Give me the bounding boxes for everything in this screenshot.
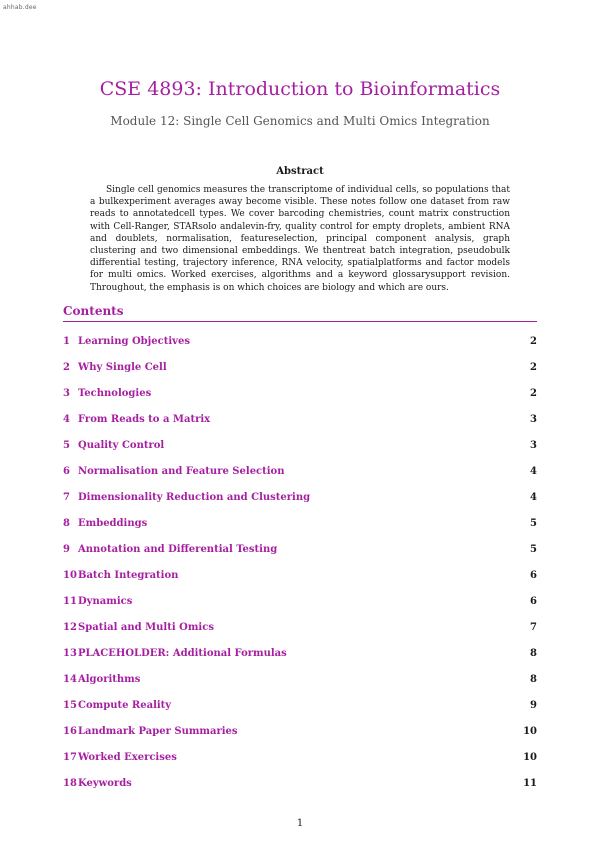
watermark: ahhab.dee bbox=[3, 4, 37, 11]
toc-entry[interactable] bbox=[63, 362, 537, 388]
toc-entry-number: 17 bbox=[63, 752, 77, 763]
toc-entry-page: 10 bbox=[523, 726, 537, 737]
toc-entry-title: Algorithms bbox=[78, 674, 141, 685]
toc-entry[interactable] bbox=[63, 726, 537, 752]
toc-entry-title: Batch Integration bbox=[78, 570, 179, 581]
toc-entry-number: 6 bbox=[63, 466, 70, 477]
toc-entry-title: Learning Objectives bbox=[78, 336, 190, 347]
toc-entry[interactable] bbox=[63, 648, 537, 674]
toc-entry-title: Compute Reality bbox=[78, 700, 172, 711]
toc-entry-number: 13 bbox=[63, 648, 77, 659]
toc-entry-page: 8 bbox=[530, 674, 537, 685]
document-title: CSE 4893: Introduction to Bioinformatics bbox=[99, 78, 501, 100]
contents-divider bbox=[63, 321, 537, 322]
toc-entry-number: 2 bbox=[63, 362, 70, 373]
toc-entry-title: Annotation and Differential Testing bbox=[78, 544, 278, 555]
toc-entry-title: Spatial and Multi Omics bbox=[78, 622, 214, 633]
toc-entry[interactable] bbox=[63, 752, 537, 778]
toc-entry-number: 4 bbox=[63, 414, 70, 425]
toc-entry[interactable] bbox=[63, 440, 537, 466]
toc-entry-page: 2 bbox=[530, 362, 537, 373]
contents-heading: Contents bbox=[63, 304, 124, 318]
toc-entry-title: Worked Exercises bbox=[78, 752, 177, 763]
toc-entry-number: 15 bbox=[63, 700, 77, 711]
toc-entry[interactable] bbox=[63, 778, 537, 804]
toc-entry[interactable] bbox=[63, 700, 537, 726]
toc-entry-number: 7 bbox=[63, 492, 70, 503]
toc-entry[interactable] bbox=[63, 544, 537, 570]
toc-entry-page: 3 bbox=[530, 440, 537, 451]
toc-entry-number: 1 bbox=[63, 336, 70, 347]
toc-entry-title: Keywords bbox=[78, 778, 132, 789]
toc-entry-page: 10 bbox=[523, 752, 537, 763]
toc-entry-number: 11 bbox=[63, 596, 77, 607]
abstract-body: Single cell genomics measures the transcriptome of individual cells, so populations that a bulkexperiment averages away become visible. These notes follow one dataset from raw reads to annotatedcell types. We cover barcoding chemistries, count matrix construction with Cell-Ranger, STARsolo andalevin-fry, quality control for empty droplets, ambient RNA and doublets, normalisation, featureselection, principal component analysis, graph clustering and two dimensional embeddings. We thentreat batch integration, pseudobulk differential testing, trajectory inference, RNA velocity, spatialplatforms and factor models for multi omics. Worked exercises, algorithms and a keyword glossarysupport revision. Throughout, the emphasis is on which choices are biology and which are ours. bbox=[90, 185, 510, 293]
toc-entry[interactable] bbox=[63, 414, 537, 440]
toc-entry-title: Normalisation and Feature Selection bbox=[78, 466, 285, 477]
toc-entry-number: 12 bbox=[63, 622, 77, 633]
toc-entry-number: 8 bbox=[63, 518, 70, 529]
toc-entry-title: Why Single Cell bbox=[78, 362, 167, 373]
toc-entry-title: Dimensionality Reduction and Clustering bbox=[78, 492, 311, 503]
toc-entry-title: Landmark Paper Summaries bbox=[78, 726, 238, 737]
page-number: 1 bbox=[296, 818, 304, 829]
toc-entry-page: 4 bbox=[530, 492, 537, 503]
toc-entry-title: Quality Control bbox=[78, 440, 165, 451]
toc-entry-number: 9 bbox=[63, 544, 70, 555]
toc-entry[interactable] bbox=[63, 492, 537, 518]
toc-entry-page: 5 bbox=[530, 544, 537, 555]
toc-entry-page: 2 bbox=[530, 336, 537, 347]
toc-entry-title: Embeddings bbox=[78, 518, 148, 529]
toc-entry-page: 7 bbox=[530, 622, 537, 633]
table-of-contents bbox=[63, 336, 537, 804]
toc-entry-page: 6 bbox=[530, 596, 537, 607]
toc-entry-title: Dynamics bbox=[78, 596, 133, 607]
toc-entry[interactable] bbox=[63, 570, 537, 596]
toc-entry-page: 11 bbox=[523, 778, 537, 789]
toc-entry-page: 2 bbox=[530, 388, 537, 399]
toc-entry-page: 8 bbox=[530, 648, 537, 659]
abstract-heading: Abstract bbox=[276, 166, 324, 177]
document-subtitle: Module 12: Single Cell Genomics and Multi Omics Integration bbox=[110, 114, 490, 128]
toc-entry-number: 10 bbox=[63, 570, 77, 581]
toc-entry-title: From Reads to a Matrix bbox=[78, 414, 211, 425]
toc-entry[interactable] bbox=[63, 388, 537, 414]
toc-entry-title: Technologies bbox=[78, 388, 152, 399]
toc-entry-number: 14 bbox=[63, 674, 77, 685]
toc-entry-title: PLACEHOLDER: Additional Formulas bbox=[78, 648, 287, 659]
toc-entry-page: 6 bbox=[530, 570, 537, 581]
toc-entry-number: 3 bbox=[63, 388, 70, 399]
toc-entry-number: 5 bbox=[63, 440, 70, 451]
toc-entry-page: 9 bbox=[530, 700, 537, 711]
toc-entry[interactable] bbox=[63, 622, 537, 648]
toc-entry[interactable] bbox=[63, 596, 537, 622]
toc-entry-page: 4 bbox=[530, 466, 537, 477]
toc-entry-number: 18 bbox=[63, 778, 77, 789]
toc-entry[interactable] bbox=[63, 518, 537, 544]
toc-entry-page: 3 bbox=[530, 414, 537, 425]
toc-entry-page: 5 bbox=[530, 518, 537, 529]
toc-entry[interactable] bbox=[63, 674, 537, 700]
toc-entry[interactable] bbox=[63, 466, 537, 492]
toc-entry[interactable] bbox=[63, 336, 537, 362]
toc-entry-number: 16 bbox=[63, 726, 77, 737]
